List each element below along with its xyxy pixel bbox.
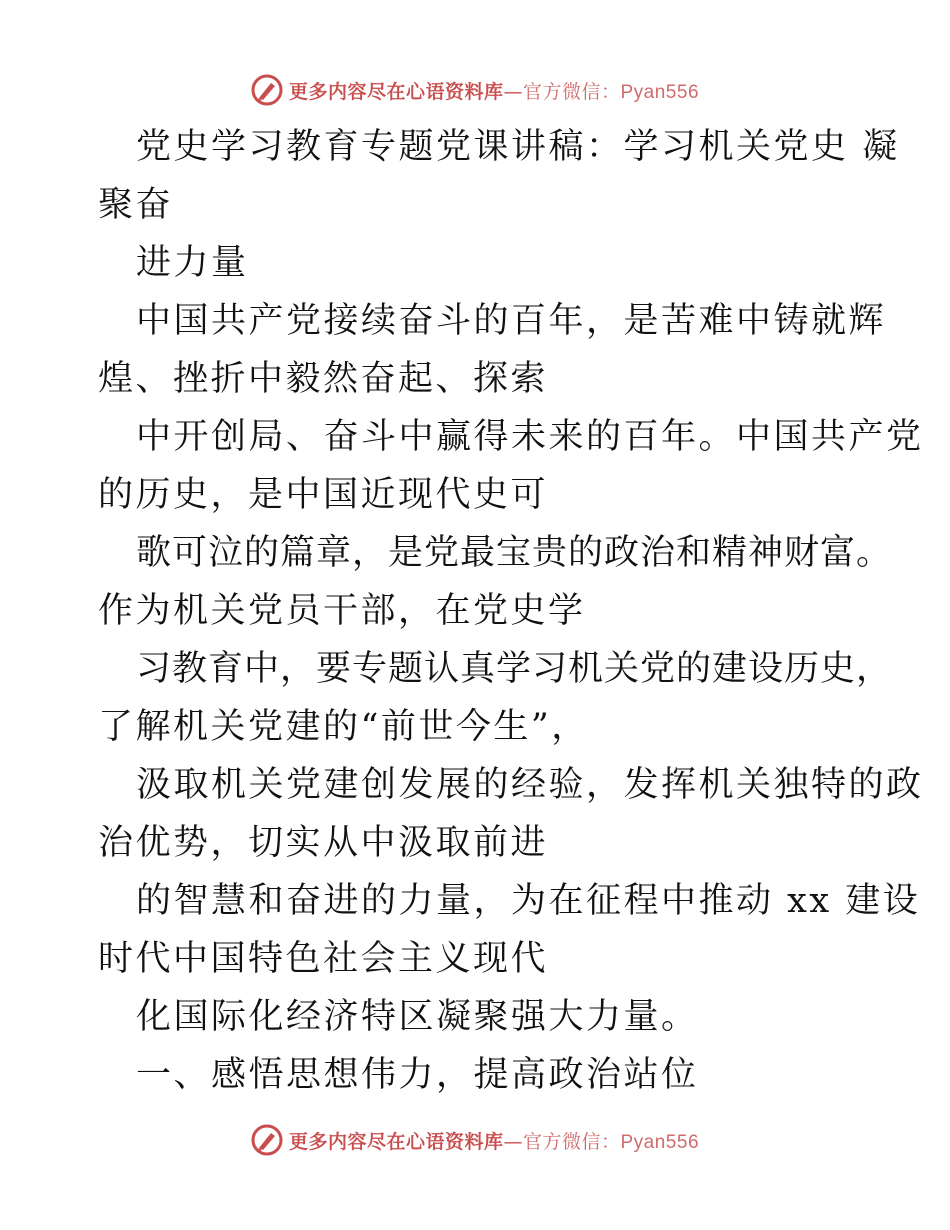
paragraph-line: 的智慧和奋进的力量，为在征程中推动 xx 建设: [136, 881, 921, 921]
paragraph-line: 习教育中，要专题认真学习机关党的建设历史，: [136, 649, 893, 689]
footer-watermark: [0, 1120, 950, 1160]
watermark-sub: 官方微信：: [522, 1130, 621, 1153]
paragraph-line: 时代中国特色社会主义现代: [98, 939, 549, 979]
paragraph-line: 煌、挫折中毅然奋起、探索: [98, 359, 549, 399]
title-line-2: 聚奋: [98, 185, 174, 225]
watermark-separator: —: [503, 80, 523, 103]
paragraph-line: 中国共产党接续奋斗的百年，是苦难中铸就辉: [136, 301, 887, 341]
paragraph-line: 汲取机关党建创发展的经验，发挥机关独特的政: [136, 765, 924, 805]
paragraph-line: 作为机关党员干部，在党史学: [98, 591, 586, 631]
watermark-main: 更多内容尽在心语资料库: [288, 80, 504, 103]
paragraph-line: 歌可泣的篇章，是党最宝贵的政治和精神财富。: [136, 533, 893, 573]
title-line-3: 进力量: [136, 243, 249, 283]
paragraph-line: 了解机关党建的“前世今生”，: [98, 707, 589, 747]
watermark-text: [289, 1127, 699, 1154]
watermark-main: 更多内容尽在心语资料库: [288, 1130, 504, 1153]
watermark-text: [289, 77, 699, 104]
paragraph-line: 中开创局、奋斗中赢得未来的百年。中国共产党: [136, 417, 924, 457]
pen-logo-icon: [251, 1124, 283, 1156]
watermark-separator: —: [503, 1130, 523, 1153]
header-watermark: [0, 70, 950, 110]
paragraph-line: 化国际化经济特区凝聚强大力量。: [136, 997, 699, 1037]
title-line-1: 党史学习教育专题党课讲稿：学习机关党史 凝: [136, 127, 900, 167]
watermark-id: Pyan556: [620, 1131, 700, 1153]
pen-logo-icon: [251, 74, 283, 106]
document-body: [98, 118, 924, 1104]
paragraph-line: 的历史，是中国近现代史可: [98, 475, 549, 515]
watermark-sub: 官方微信：: [522, 80, 621, 103]
section-heading: 一、感悟思想伟力，提高政治站位: [136, 1055, 699, 1095]
paragraph-line: 治优势，切实从中汲取前进: [98, 823, 549, 863]
watermark-id: Pyan556: [620, 81, 700, 103]
